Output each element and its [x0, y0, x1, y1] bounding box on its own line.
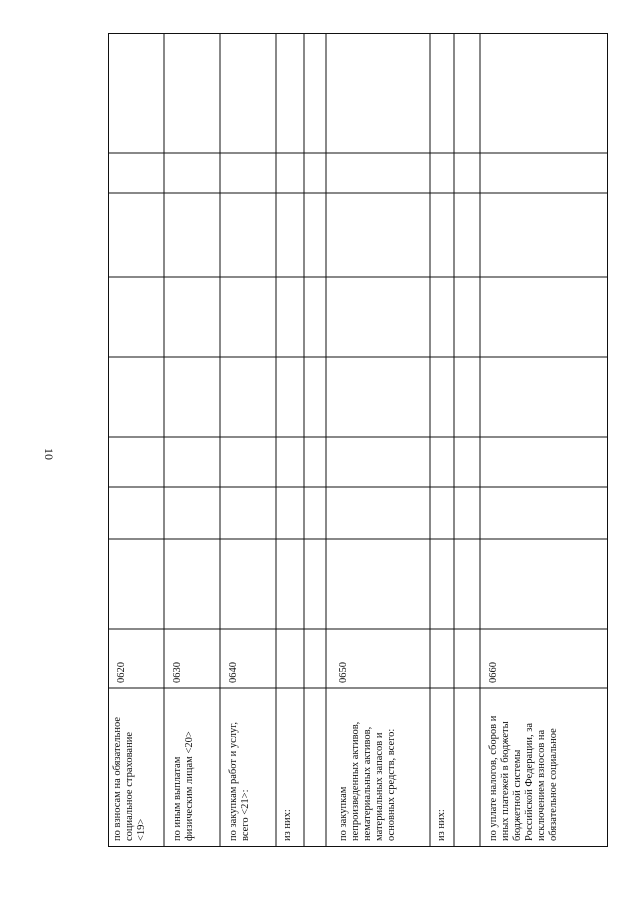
page-number: 10	[42, 448, 56, 460]
row-code-0640: 0640	[228, 662, 239, 683]
row-code-0620: 0620	[116, 662, 127, 683]
row-label-0660: по уплате налогов, сборов и иных платежей в бюджеты бюджетной системы Российской Федерации, за исключением взносов на обязательное социальное	[488, 715, 559, 841]
row-code-0630: 0630	[172, 662, 183, 683]
rotated-data-table	[108, 33, 608, 847]
row-label-0620: по взносам на обязательное социальное страхование <19>	[112, 717, 147, 841]
row-label-0630: по иным выплатам физическим лицам <20>	[172, 731, 195, 841]
row-label-of-which-2: из них:	[436, 809, 447, 841]
row-label-of-which-1: из них:	[282, 809, 293, 841]
row-code-0660: 0660	[488, 662, 499, 683]
row-code-0650: 0650	[338, 662, 349, 683]
row-label-0650: по закупкам непроизведенных активов, нематериальных активов, материальных запасов и основных средств, всего:	[338, 721, 397, 841]
row-label-0640: по закупкам работ и услуг, всего <21>:	[228, 722, 251, 841]
